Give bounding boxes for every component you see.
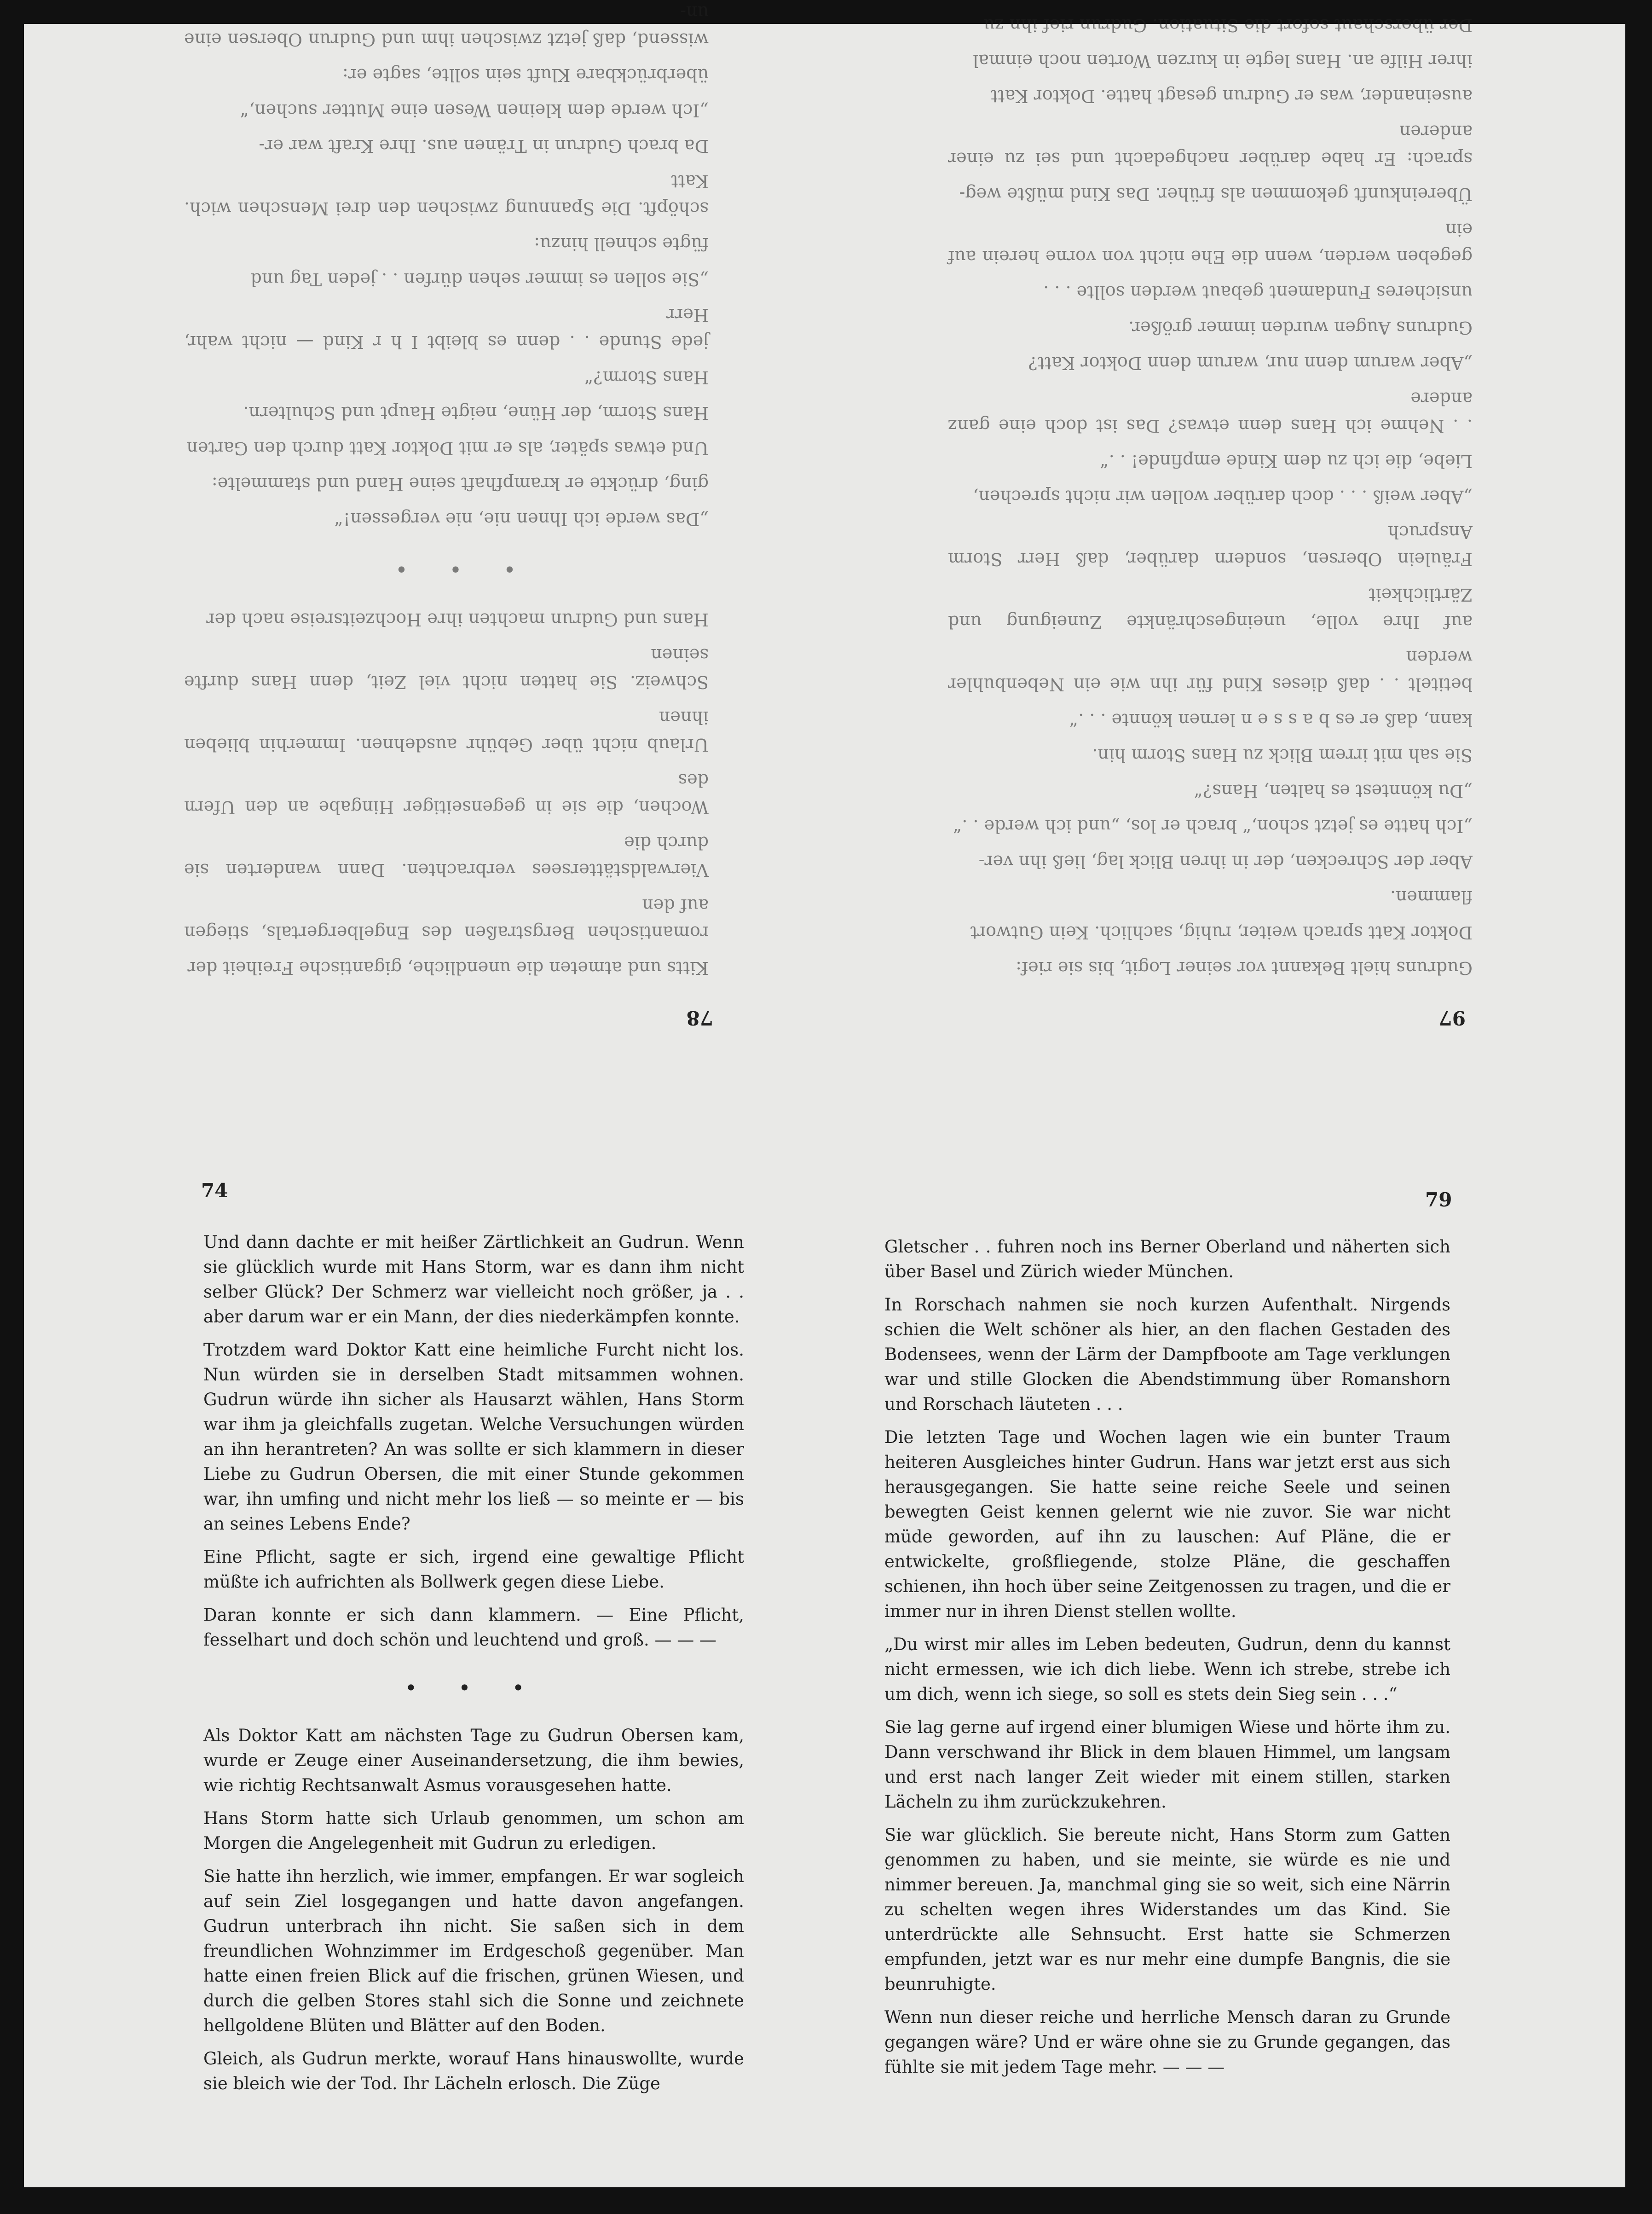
paragraph: Da brach Gudrun in Tränen aus. Ihre Kraft war er- bbox=[259, 136, 709, 156]
page-79-column bbox=[884, 1235, 1450, 2088]
paragraph: Vierwaldstättersees verbrachten. Dann wanderten sie durch die bbox=[184, 833, 709, 880]
paragraph: Wochen, die sie in gegenseitiger Hingabe an den Ufern des bbox=[184, 770, 709, 817]
paragraph: wissend, daß jetzt zwischen ihm und Gudrun Obersen eine un- bbox=[184, 2, 709, 50]
paragraph: ging, drückte er krampfhaft seine Hand und stammelte: bbox=[212, 474, 709, 494]
paragraph bbox=[948, 0, 1473, 3]
paragraph: auf Ihre volle, uneingeschränkte Zuneigung und Zärtlichkeit bbox=[948, 585, 1473, 632]
paragraph: „Ich werde dem kleinen Wesen eine Mutter suchen,“ bbox=[240, 100, 709, 121]
page-97-column bbox=[948, 0, 1473, 981]
paragraph: fügte schnell hinzu: bbox=[534, 234, 709, 254]
paragraph: ihrer Hilfe an. Hans legte in kurzen Worten noch einmal bbox=[973, 51, 1473, 71]
paragraph: sprach: Er habe darüber nachgedacht und sei zu einer anderen bbox=[948, 122, 1473, 169]
paragraph: unsicheres Fundament gebaut werden sollte . . . bbox=[1043, 282, 1473, 302]
paragraph: Sie lag gerne auf irgend einer blumigen Wiese und hörte ihm zu. Dann verschwand ihr Blick in dem blauen Himmel, um langsam und erst nach langer Zeit wieder mit einem stillen, starken Lächeln zu ihm zurückzukehren. bbox=[884, 1717, 1450, 1812]
paragraph: Wenn nun dieser reiche und herrliche Mensch daran zu Grunde gegangen wäre? Und er wäre ohne sie zu Grunde gegangen, das fühlte sie mit jedem Tage mehr. — — — bbox=[884, 2007, 1450, 2077]
paragraph: Hans Storm?“ bbox=[584, 367, 709, 388]
paragraph: kann, daß er es b a s s e n lernen könnte . . .“ bbox=[1069, 710, 1473, 730]
page-number-78: 78 bbox=[686, 1007, 713, 1029]
paragraph: Doktor Katt sprach weiter, ruhig, sachlich. Kein Gutwort bbox=[970, 922, 1473, 943]
paragraph: Sie hatte ihn herzlich, wie immer, empfangen. Er war sogleich auf sein Ziel losgegangen und hatte davon angefangen. Gudrun unterbrach ihn nicht. Sie saßen sich in dem freundlichen Wohnzimmer im Erdgeschoß gegenüber. Man hatte einen freien Blick auf die frischen, grünen Wiesen, und durch die gelben Stores stahl sich die Sonne und zeichnete hellgoldene Blüten und Blätter auf den Boden. bbox=[203, 1866, 744, 2035]
paragraph: „Aber warum denn nur, warum denn Doktor Katt? bbox=[1028, 353, 1473, 373]
paragraph: Gleich, als Gudrun merkte, worauf Hans hinauswollte, wurde sie bleich wie der Tod. Ihr Lächeln erlosch. Die Züge bbox=[203, 2049, 744, 2093]
paragraph: Als Doktor Katt am nächsten Tage zu Gudrun Obersen kam, wurde er Zeuge einer Auseinandersetzung, die ihm bewies, wie richtig Rechtsanwalt Asmus vorausgesehen hatte. bbox=[203, 1726, 744, 1795]
paragraph: „Sie sollen es immer sehen dürfen . . jeden Tag und bbox=[250, 269, 709, 290]
page-number-97: 97 bbox=[1438, 1007, 1466, 1029]
paragraph: Die letzten Tage und Wochen lagen wie ein bunter Traum heiteren Ausgleiches hinter Gudrun. Hans war jetzt erst aus sich herausgegangen. Sie hatte seine reiche Seele und seinen bewegten Geist kennen gelernt wie nie zuvor. Sie war nicht müde geworden, auf ihn zu lauschen: Auf Pläne, die er entwickelte, großfliegende, stolze Pläne, die geschaffen schienen, ihn hoch über seine Zeitgenossen zu tragen, und die er immer nur in ihren Dienst stellen wollte. bbox=[884, 1427, 1450, 1621]
section-separator: • • • bbox=[405, 1678, 542, 1698]
paragraph: Sie war glücklich. Sie bereute nicht, Hans Storm zum Gatten genommen zu haben, und sie meinte, sie würde es nie und nimmer bereuen. Ja, manchmal ging sie so weit, sich eine Närrin zu schelten wegen ihres Widerstandes um das Kind. Sie unterdrückte alle Sehnsucht. Erst hatte sie Schmerzen empfunden, jetzt war es nur mehr eine dumpfe Bangnis, die sie beunruhigte. bbox=[884, 1825, 1450, 1994]
scan-border-bottom bbox=[0, 2196, 1652, 2214]
paragraph: Aber der Schrecken, der in ihren Blick lag, ließ ihn ver- bbox=[978, 852, 1473, 872]
paragraph: Und dann dachte er mit heißer Zärtlichkeit an Gudrun. Wenn sie glücklich wurde mit Hans Storm, war es dann ihm nicht selber Glück? Der Schmerz war vielleicht noch größer, ja . . aber darum war er ein Mann, der dies niederkämpfen konnte. bbox=[203, 1232, 744, 1327]
paragraph: Urlaub nicht über Gebühr ausdehnen. Immerhin blieben ihnen bbox=[184, 707, 709, 755]
section-separator: • • • bbox=[377, 559, 515, 580]
paragraph: schöpft. Die Spannung zwischen den drei Menschen wich. Katt bbox=[184, 171, 709, 219]
paragraph: Übereinkunft gekommen als früher. Das Kind müßte weg- bbox=[959, 184, 1473, 204]
paragraph: Der überschaut sofort die Situation. Gudrun rief ihn zu bbox=[983, 15, 1473, 35]
page-74-column bbox=[203, 1230, 744, 2104]
paragraph: Schweiz. Sie hatten nicht viel Zeit, denn Hans durfte seinen bbox=[184, 645, 709, 692]
paragraph: flammen. bbox=[1390, 887, 1473, 907]
paragraph: Gudruns hielt Bekannt vor seiner Logit, bis sie rief: bbox=[1016, 958, 1473, 978]
upside-down-half bbox=[24, 2, 1629, 1119]
page-number-74: 74 bbox=[201, 1179, 228, 1202]
paragraph: Gudruns Augen wurden immer größer. bbox=[1128, 318, 1473, 338]
paragraph: Sie sah mit irrem Blick zu Hans Storm hin. bbox=[1092, 745, 1473, 765]
scan-border-right bbox=[1625, 0, 1652, 2214]
paragraph: Und etwas später, als er mit Doktor Katt durch den Garten bbox=[186, 438, 709, 458]
paragraph: „Das werde ich Ihnen nie, nie vergessen!“ bbox=[334, 509, 709, 529]
paragraph: romantischen Bergstraßen des Engelbergertals, stiegen auf den bbox=[184, 895, 709, 943]
paragraph: jede Stunde . . denn es bleibt I h r Kind — nicht wahr, Herr bbox=[184, 305, 709, 352]
paragraph: Daran konnte er sich dann klammern. — Eine Pflicht, fesselhart und doch schön und leuchtend und groß. — — — bbox=[203, 1605, 744, 1650]
paragraph: Fräulein Obersen, sondern darüber, daß Herr Storm Anspruch bbox=[948, 522, 1473, 569]
paragraph: überbrückbare Kluft sein sollte, sagte er: bbox=[342, 65, 709, 85]
page-number-79: 79 bbox=[1425, 1188, 1452, 1211]
paragraph: „Aber weiß . . . doch darüber wollen wir nicht sprechen, bbox=[973, 487, 1473, 507]
paragraph: Hans und Gudrun machten ihre Hochzeitsreise nach der bbox=[206, 609, 709, 630]
paragraph: Hans Storm, der Hüne, neigte Haupt und Schultern. bbox=[243, 403, 709, 423]
paragraph: . . Nehme ich Hans denn etwas? Das ist doch eine ganz andere bbox=[948, 388, 1473, 436]
paragraph: gegeben werden, wenn die Ehe nicht von vorne herein auf ein bbox=[948, 220, 1473, 267]
paragraph: Kitts und atmeten die unendliche, gigantische Freiheit der bbox=[187, 958, 709, 978]
paragraph: auseinander, was er Gudrun gesagt hatte. Doktor Katt bbox=[991, 86, 1473, 106]
paragraph: Hans Storm hatte sich Urlaub genommen, um schon am Morgen die Angelegenheit mit Gudrun zu erledigen. bbox=[203, 1808, 744, 1853]
paragraph: betitelt . . daß dieses Kind für ihn wie ein Nebenbuhler werden bbox=[948, 647, 1473, 695]
paragraph: „Du wirst mir alles im Leben bedeuten, Gudrun, denn du kannst nicht ermessen, wie ich dich liebe. Wenn ich strebe, strebe ich um dich, wenn ich siege, so soll es stets dein Sieg sein . . .“ bbox=[884, 1634, 1450, 1704]
paragraph: Trotzdem ward Doktor Katt eine heimliche Furcht nicht los. Nun würden sie in derselben Stadt mitsammen wohnen. Gudrun würde ihn sicher als Hausarzt wählen, Hans Storm war ihm ja gleichfalls zugetan. Welche Versuchungen würden an ihn herantreten? An was sollte er sich klammern in dieser Liebe zu Gudrun Obersen, die mit einer Stunde gekommen war, ihn umfing und nicht mehr los ließ — so meinte er — bis an seines Lebens Ende? bbox=[203, 1340, 744, 1534]
paragraph: „Ich hatte es jetzt schon,“ brach er los, „und ich werde . .“ bbox=[953, 816, 1473, 836]
page-78-column bbox=[184, 0, 709, 981]
paragraph: „Du könntest es halten, Hans?“ bbox=[1194, 781, 1473, 801]
paragraph: Gletscher . . fuhren noch ins Berner Oberland und näherten sich über Basel und Zürich wieder München. bbox=[884, 1237, 1450, 1281]
paragraph: Eine Pflicht, sagte er sich, irgend eine gewaltige Pflicht müßte ich aufrichten als Bollwerk gegen diese Liebe. bbox=[203, 1547, 744, 1592]
paragraph: Liebe, die ich zu dem Kinde empfinde! . .“ bbox=[1100, 451, 1473, 471]
paragraph: In Rorschach nahmen sie noch kurzen Aufenthalt. Nirgends schien die Welt schöner als hier, an den flachen Gestaden des Bodensees, wenn der Lärm der Dampfboote am Tage verklungen war und stille Glocken die Abendstimmung über Romanshorn und Rorschach läuteten . . . bbox=[884, 1295, 1450, 1414]
scanned-spread bbox=[24, 2, 1629, 2187]
